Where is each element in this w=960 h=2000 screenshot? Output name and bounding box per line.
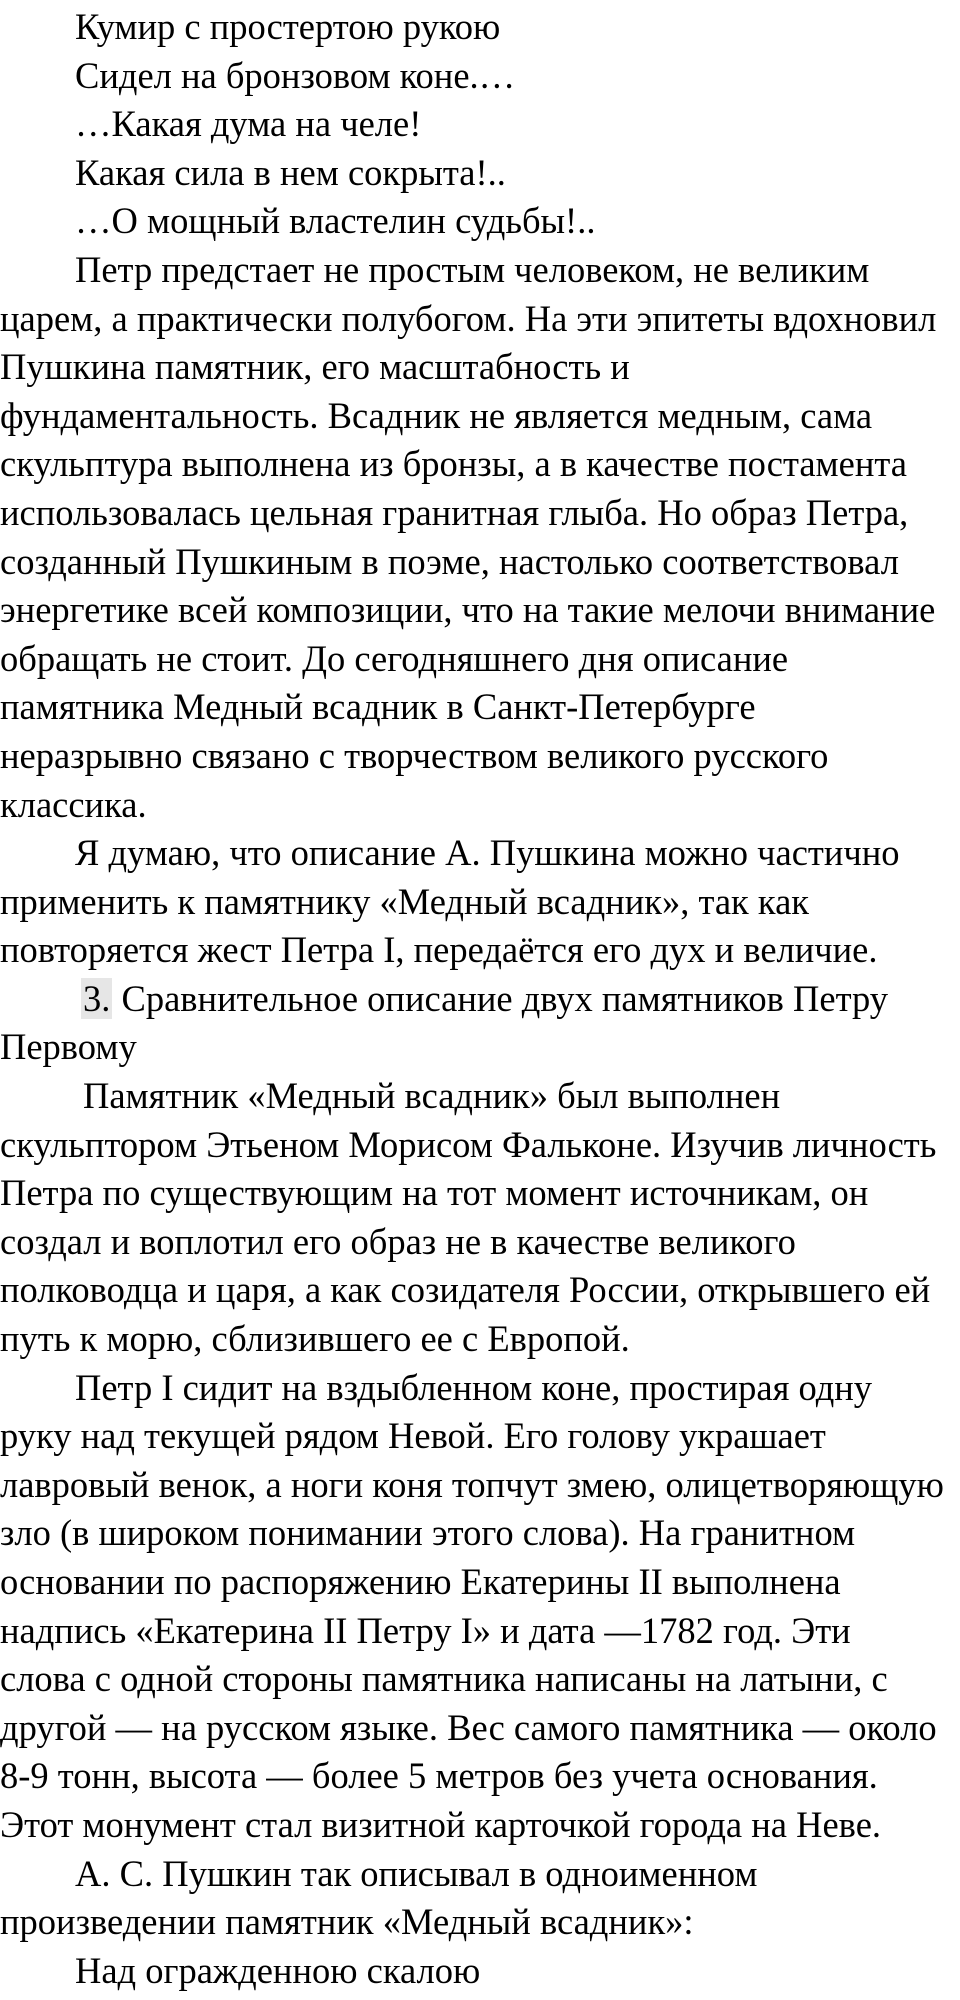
paragraph-line: А. С. Пушкин так описывал в одноименном bbox=[75, 1852, 758, 1894]
paragraph-line: Я думаю, что описание А. Пушкина можно частично bbox=[75, 832, 900, 874]
paragraph-line: 8-9 тонн, высота — более 5 метров без учета основания. bbox=[0, 1755, 878, 1797]
paragraph-line: классика. bbox=[0, 783, 147, 825]
section-title: Сравнительное описание двух памятников Петру bbox=[121, 977, 888, 1019]
section-heading bbox=[0, 975, 960, 1024]
paragraph-line: обращать не стоит. До сегодняшнего дня описание bbox=[0, 637, 789, 679]
paragraph-line: Петра по существующим на тот момент источникам, он bbox=[0, 1172, 869, 1214]
paragraph-line: применить к памятнику «Медный всадник», так как bbox=[0, 880, 810, 922]
paragraph-line: Петр I сидит на вздыбленном коне, простирая одну bbox=[75, 1366, 873, 1408]
paragraph-line: путь к морю, сблизившего ее с Европой. bbox=[0, 1318, 630, 1360]
poem-line: …Какая дума на челе! bbox=[75, 103, 422, 145]
paragraph-line: полководца и царя, а как созидателя России, открывшего ей bbox=[0, 1269, 931, 1311]
paragraph-line: использовалась цельная гранитная глыба. Но образ Петра, bbox=[0, 491, 909, 533]
paragraph-line: энергетике всей композиции, что на такие мелочи внимание bbox=[0, 589, 936, 631]
paragraph-line: неразрывно связано с творчеством великого русского bbox=[0, 734, 829, 776]
paragraph-line: создал и воплотил его образ не в качестве великого bbox=[0, 1220, 796, 1262]
section-number: 3. bbox=[83, 977, 111, 1019]
paragraph-line: зло (в широком понимании этого слова). На гранитном bbox=[0, 1512, 856, 1554]
paragraph-line: Петр предстает не простым человеком, не великим bbox=[75, 248, 870, 290]
section-heading-continuation: Первому bbox=[0, 1026, 137, 1068]
paragraph-line: созданный Пушкиным в поэме, настолько соответствовал bbox=[0, 540, 899, 582]
poem-line: Над огражденною скалою bbox=[75, 1949, 481, 1991]
paragraph-line: скульптором Этьеном Морисом Фальконе. Изучив личность bbox=[0, 1123, 937, 1165]
paragraph-line: лавровый венок, а ноги коня топчут змею, олицетворяющую bbox=[0, 1463, 944, 1505]
paragraph-line: повторяется жест Петра I, передаётся его дух и величие. bbox=[0, 929, 878, 971]
paragraph-line: скульптура выполнена из бронзы, а в качестве постамента bbox=[0, 443, 907, 485]
paragraph-line: произведении памятник «Медный всадник»: bbox=[0, 1901, 694, 1943]
paragraph-line: фундаментальность. Всадник не является медным, сама bbox=[0, 394, 873, 436]
paragraph-line: руку над текущей рядом Невой. Его голову украшает bbox=[0, 1415, 826, 1457]
paragraph-line: основании по распоряжению Екатерины II выполнена bbox=[0, 1561, 841, 1602]
poem-line: Кумир с простертою рукою bbox=[75, 6, 501, 47]
paragraph-line: другой — на русском языке. Вес самого памятника — около bbox=[0, 1706, 937, 1748]
poem-line: Сидел на бронзовом коне.… bbox=[75, 54, 516, 96]
paragraph-line: царем, а практически полубогом. На эти эпитеты вдохновил bbox=[0, 297, 937, 339]
paragraph-line: Памятник «Медный всадник» был выполнен bbox=[83, 1075, 781, 1117]
paragraph-line: надпись «Екатерина II Петру I» и дата —1782 год. Эти bbox=[0, 1609, 851, 1651]
paragraph-line: слова с одной стороны памятника написаны на латыни, с bbox=[0, 1658, 888, 1700]
poem-line: …О мощный властелин судьбы!.. bbox=[75, 200, 596, 242]
poem-line: Какая сила в нем сокрыта!.. bbox=[75, 151, 506, 193]
paragraph-line: памятника Медный всадник в Санкт-Петербурге bbox=[0, 686, 756, 728]
paragraph-line: Пушкина памятник, его масштабность и bbox=[0, 346, 630, 388]
paragraph-line: Этот монумент стал визитной карточкой города на Неве. bbox=[0, 1803, 882, 1845]
